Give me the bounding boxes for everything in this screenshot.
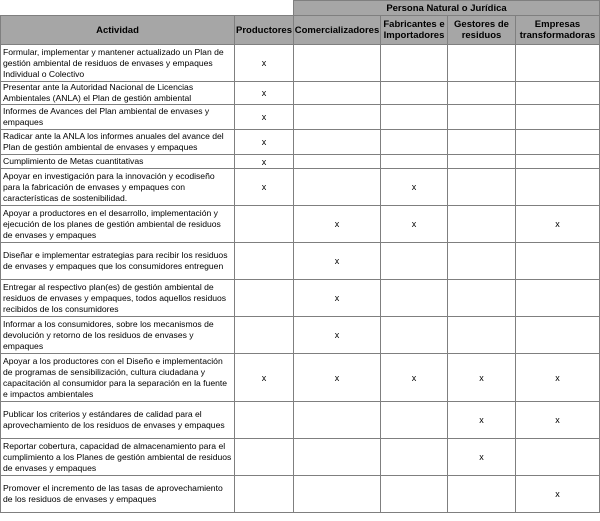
empty-cell xyxy=(235,439,294,476)
empty-cell xyxy=(448,169,516,206)
empty-cell xyxy=(381,82,448,105)
empty-cell xyxy=(294,82,381,105)
mark-cell-x: x xyxy=(235,130,294,155)
table-row xyxy=(1,82,600,105)
empty-cell xyxy=(381,280,448,317)
empty-cell xyxy=(381,439,448,476)
empty-cell xyxy=(448,105,516,130)
empty-cell xyxy=(516,82,600,105)
empty-cell xyxy=(235,280,294,317)
empty-cell xyxy=(294,402,381,439)
empty-cell xyxy=(516,317,600,354)
activity-cell: Radicar ante la ANLA los informes anuales del avance del Plan de gestión ambiental de envases y empaques xyxy=(1,130,235,155)
mark-cell-x: x xyxy=(516,476,600,513)
table-row xyxy=(1,169,600,206)
column-header-actividad: Actividad xyxy=(1,16,235,45)
activity-cell: Apoyar en investigación para la innovación y ecodiseño para la fabricación de envases y empaques con características de sostenibilidad. xyxy=(1,169,235,206)
mark-cell-x: x xyxy=(235,354,294,402)
table-row xyxy=(1,45,600,82)
mark-cell-x: x xyxy=(294,280,381,317)
empty-cell xyxy=(294,105,381,130)
empty-cell xyxy=(294,130,381,155)
blank-header-cell xyxy=(1,1,235,16)
empty-cell xyxy=(516,169,600,206)
activity-cell: Informes de Avances del Plan ambiental de envases y empaques xyxy=(1,105,235,130)
blank-header-cell xyxy=(235,1,294,16)
mark-cell-x: x xyxy=(294,317,381,354)
empty-cell xyxy=(294,169,381,206)
empty-cell xyxy=(448,280,516,317)
mark-cell-x: x xyxy=(448,439,516,476)
table-row xyxy=(1,354,600,402)
mark-cell-x: x xyxy=(235,105,294,130)
empty-cell xyxy=(516,439,600,476)
empty-cell xyxy=(381,402,448,439)
mark-cell-x: x xyxy=(448,354,516,402)
empty-cell xyxy=(448,476,516,513)
mark-cell-x: x xyxy=(235,45,294,82)
activity-cell: Promover el incremento de las tasas de aprovechamiento de los residuos de envases y empaques xyxy=(1,476,235,513)
empty-cell xyxy=(381,130,448,155)
activity-cell: Formular, implementar y mantener actualizado un Plan de gestión ambiental de residuos de envases y empaques Individual o Colectivo xyxy=(1,45,235,82)
empty-cell xyxy=(235,206,294,243)
table-row xyxy=(1,105,600,130)
table-row xyxy=(1,280,600,317)
column-header-empresas: Empresas transformadoras xyxy=(516,16,600,45)
mark-cell-x: x xyxy=(516,206,600,243)
group-header-row xyxy=(1,1,600,16)
table-row xyxy=(1,155,600,169)
table-row xyxy=(1,439,600,476)
empty-cell xyxy=(235,402,294,439)
activity-cell: Publicar los criterios y estándares de calidad para el aprovechamiento de los residuos de envases y empaques xyxy=(1,402,235,439)
mark-cell-x: x xyxy=(381,354,448,402)
empty-cell xyxy=(381,317,448,354)
mark-cell-x: x xyxy=(294,243,381,280)
empty-cell xyxy=(516,280,600,317)
empty-cell xyxy=(448,243,516,280)
empty-cell xyxy=(381,45,448,82)
empty-cell xyxy=(381,155,448,169)
empty-cell xyxy=(516,130,600,155)
empty-cell xyxy=(448,45,516,82)
empty-cell xyxy=(448,130,516,155)
empty-cell xyxy=(448,82,516,105)
activity-cell: Entregar al respectivo plan(es) de gestión ambiental de residuos de envases y empaques, todos aquellos residuos recibidos de los consumidores xyxy=(1,280,235,317)
empty-cell xyxy=(381,476,448,513)
empty-cell xyxy=(448,317,516,354)
table-row xyxy=(1,243,600,280)
activity-cell: Informar a los consumidores, sobre los mecanismos de devolución y retorno de los residuos de envases y empaques xyxy=(1,317,235,354)
mark-cell-x: x xyxy=(381,206,448,243)
table-row xyxy=(1,206,600,243)
empty-cell xyxy=(381,105,448,130)
empty-cell xyxy=(294,476,381,513)
empty-cell xyxy=(448,206,516,243)
mark-cell-x: x xyxy=(516,402,600,439)
empty-cell xyxy=(448,155,516,169)
mark-cell-x: x xyxy=(235,169,294,206)
table-row xyxy=(1,317,600,354)
mark-cell-x: x xyxy=(235,155,294,169)
empty-cell xyxy=(235,476,294,513)
mark-cell-x: x xyxy=(235,82,294,105)
table-row xyxy=(1,130,600,155)
column-header-productores: Productores xyxy=(235,16,294,45)
empty-cell xyxy=(294,155,381,169)
mark-cell-x: x xyxy=(448,402,516,439)
column-header-comercializadores: Comercializadores xyxy=(294,16,381,45)
activity-cell: Apoyar a productores en el desarrollo, implementación y ejecución de los planes de gestión ambiental de residuos de envases y empaques xyxy=(1,206,235,243)
empty-cell xyxy=(516,155,600,169)
group-title: Persona Natural o Jurídica xyxy=(294,1,600,16)
empty-cell xyxy=(516,243,600,280)
table-row xyxy=(1,476,600,513)
mark-cell-x: x xyxy=(381,169,448,206)
activity-cell: Presentar ante la Autoridad Nacional de Licencias Ambientales (ANLA) el Plan de gestión ambiental xyxy=(1,82,235,105)
empty-cell xyxy=(516,105,600,130)
mark-cell-x: x xyxy=(294,206,381,243)
column-header-gestores: Gestores de residuos xyxy=(448,16,516,45)
activity-cell: Apoyar a los productores con el Diseño e implementación de programas de sensibilización, cultura ciudadana y capacitación al consumidor para la separación en la fuente e impactos ambientales xyxy=(1,354,235,402)
empty-cell xyxy=(516,45,600,82)
empty-cell xyxy=(235,243,294,280)
mark-cell-x: x xyxy=(516,354,600,402)
table-body xyxy=(1,45,600,513)
empty-cell xyxy=(381,243,448,280)
empty-cell xyxy=(235,317,294,354)
mark-cell-x: x xyxy=(294,354,381,402)
activity-cell: Cumplimiento de Metas cuantitativas xyxy=(1,155,235,169)
activity-cell: Reportar cobertura, capacidad de almacenamiento para el cumplimiento a los Planes de gestión ambiental de residuos de envases y empaques xyxy=(1,439,235,476)
column-header-row xyxy=(1,16,600,45)
empty-cell xyxy=(294,45,381,82)
column-header-fabricantes: Fabricantes e Importadores xyxy=(381,16,448,45)
empty-cell xyxy=(294,439,381,476)
table-row xyxy=(1,402,600,439)
activity-cell: Diseñar e implementar estrategias para recibir los residuos de envases y empaques que los consumidores entreguen xyxy=(1,243,235,280)
